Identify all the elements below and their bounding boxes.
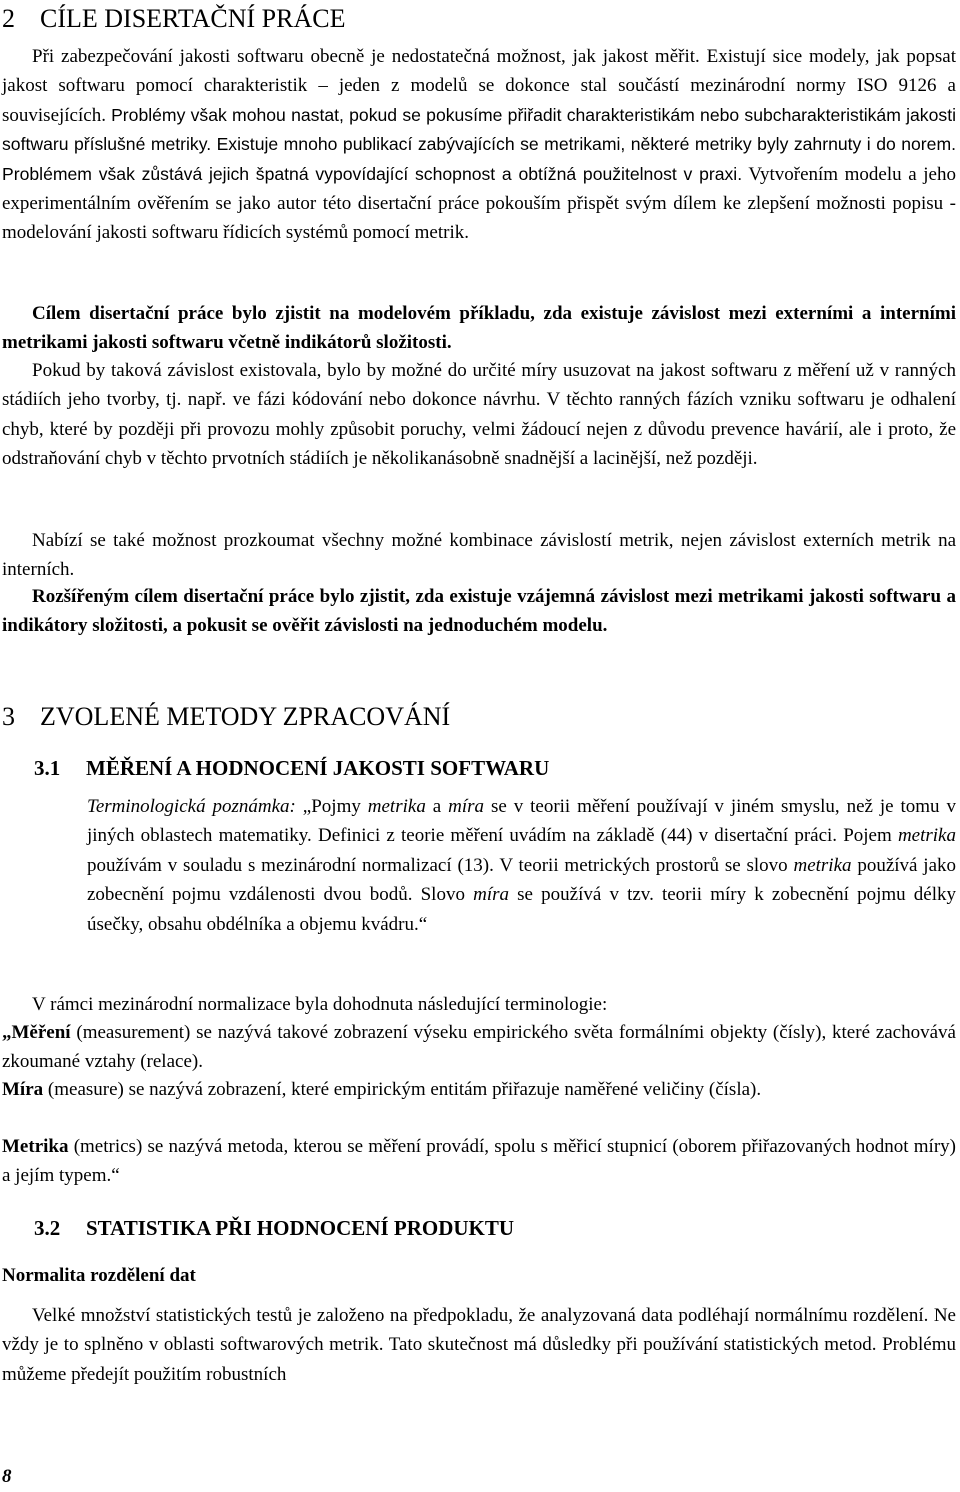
definition-term: Míra [2,1079,44,1100]
paragraph-intro-part3: Vytvořením modelu a jeho experimentálním ověřením se jako autor této disertační práce pokouším přispět svým dílem ke zlepšení možnosti popisu - modelování jakosti softwaru řídicích systémů pomocí metrik. [2,163,956,244]
note-term: míra [448,796,485,817]
definition-text: (metrics) se nazývá metoda, kterou se měření provádí, spolu s měřicí stupnicí (oborem přiřazovaných hodnot míry) a jejím typem.“ [2,1136,956,1187]
paragraph-combinations: Nabízí se také možnost prozkoumat všechny možné kombinace závislostí metrik, nejen závislost externích metrik na interních. [2,530,956,581]
heading-title: CÍLE DISERTAČNÍ PRÁCE [40,4,346,33]
definition-text: (measure) se nazývá zobrazení, které empirickým entitám přiřazuje naměřené veličiny (čísla). [43,1079,762,1100]
heading-title: STATISTIKA PŘI HODNOCENÍ PRODUKTU [86,1216,515,1240]
heading-number: 2 [2,4,15,33]
note-text: „Pojmy [295,796,368,817]
definition-text: (measurement) se nazývá takové zobrazení výseku empirického světa formálními objekty (čísly), které zachovává zkoumané vztahy (relace). [2,1022,956,1073]
note-term: míra [473,884,510,906]
note-text: používám v souladu s mezinárodní normalizací (13). V teorii metrických prostorů se slovo [87,854,794,876]
paragraph-intro-part2: Problémy však mohou nastat, pokud se pokusíme přiřadit charakteristikám nebo subcharakteristikám jakosti softwaru příslušné metriky. Existuje mnoho publikací zabývajících se metrikami, některé metriky byly zahrnuty i do norem. Problémem však zůstává jejich špatná vypovídající schopnost a obtížná použitelnost v praxi. [2,104,956,184]
heading-section-3-2 [34,1214,514,1242]
paragraph-intro-part1: Při zabezpečování jakosti softwaru obecně je nedostatečná možnost, jak jakost měřit. Existují sice modely, jak popsat jakost softwaru pomocí charakteristik – jeden z modelů se dokonce stal součástí mezinárodní normy ISO 9126 a souvisejících. [2,46,956,126]
note-text: a [425,796,449,817]
definition-measurement [2,1018,956,1077]
subheading-normality: Normalita rozdělení dat [2,1265,196,1286]
heading-title: MĚŘENÍ A HODNOCENÍ JAKOSTI SOFTWARU [86,756,550,780]
note-text: používá jako zobecnění pojmu vzdálenosti dvou bodů. Slovo [87,854,956,906]
note-text: se v teorii měření používají v jiném smyslu, než je tomu v jiných oblastech matematiky. Definici z teorie měření uvádím na základě (44) v disertační práci. Pojem [87,796,956,847]
definition-term: „Měření [2,1022,71,1043]
definition-measure [2,1075,956,1104]
note-term: metrika [793,854,852,876]
heading-number: 3.2 [34,1216,61,1240]
page-number: 8 [2,1466,12,1487]
definition-term: Metrika [2,1136,69,1157]
paragraph-intro [2,42,956,248]
note-label: Terminologická poznámka: [87,796,296,817]
heading-title: ZVOLENÉ METODY ZPRACOVÁNÍ [40,702,451,731]
heading-number: 3 [2,702,15,731]
paragraph-terminology-intro: V rámci mezinárodní normalizace byla dohodnuta následující terminologie: [32,994,608,1015]
note-term: metrika [367,796,426,817]
definition-metrics [2,1132,956,1191]
note-text: se používá v tzv. teorii míry k zobecnění pojmu délky úsečky, obsahu obdélníka a objemu kvádru.“ [87,884,956,935]
paragraph-normality: Velké množství statistických testů je založeno na předpokladu, že analyzovaná data podléhají normálnímu rozdělení. Ne vždy je to splněno v oblasti softwarových metrik. Tato skutečnost má důsledky při používání statistických metod. Problému můžeme předejít použitím robustních [2,1305,956,1385]
paragraph-dependency: Pokud by taková závislost existovala, bylo by možné do určité míry usuzovat na jakost softwaru z měření už v ranných stádiích jeho tvorby, tj. např. ve fázi kódování nebo dokonce návrhu. V těchto ranných fázích vzniku softwaru je odhalení chyb, které by později při provozu mohly způsobit poruchy, velmi žádoucí nejen z důvodu prevence havárií, ale i proto, že odstraňování chyb v těchto prvotních stádiích je několikanásobně snadnější a lacinější, než později. [2,360,956,470]
heading-chapter-2 [2,4,345,34]
paragraph-extended-goal: Rozšířeným cílem disertační práce bylo zjistit, zda existuje vzájemná závislost mezi metrikami jakosti softwaru a indikátory složitosti, a pokusit se ověřit závislosti na jednoduchém modelu. [2,586,956,637]
heading-number: 3.1 [34,756,61,780]
paragraph-goal: Cílem disertační práce bylo zjistit na modelovém příkladu, zda existuje závislost mezi externími a interními metrikami jakosti softwaru včetně indikátorů složitosti. [2,303,956,354]
heading-chapter-3 [2,702,450,732]
terminology-note [87,792,956,939]
heading-section-3-1 [34,754,549,782]
note-term: metrika [897,825,956,847]
